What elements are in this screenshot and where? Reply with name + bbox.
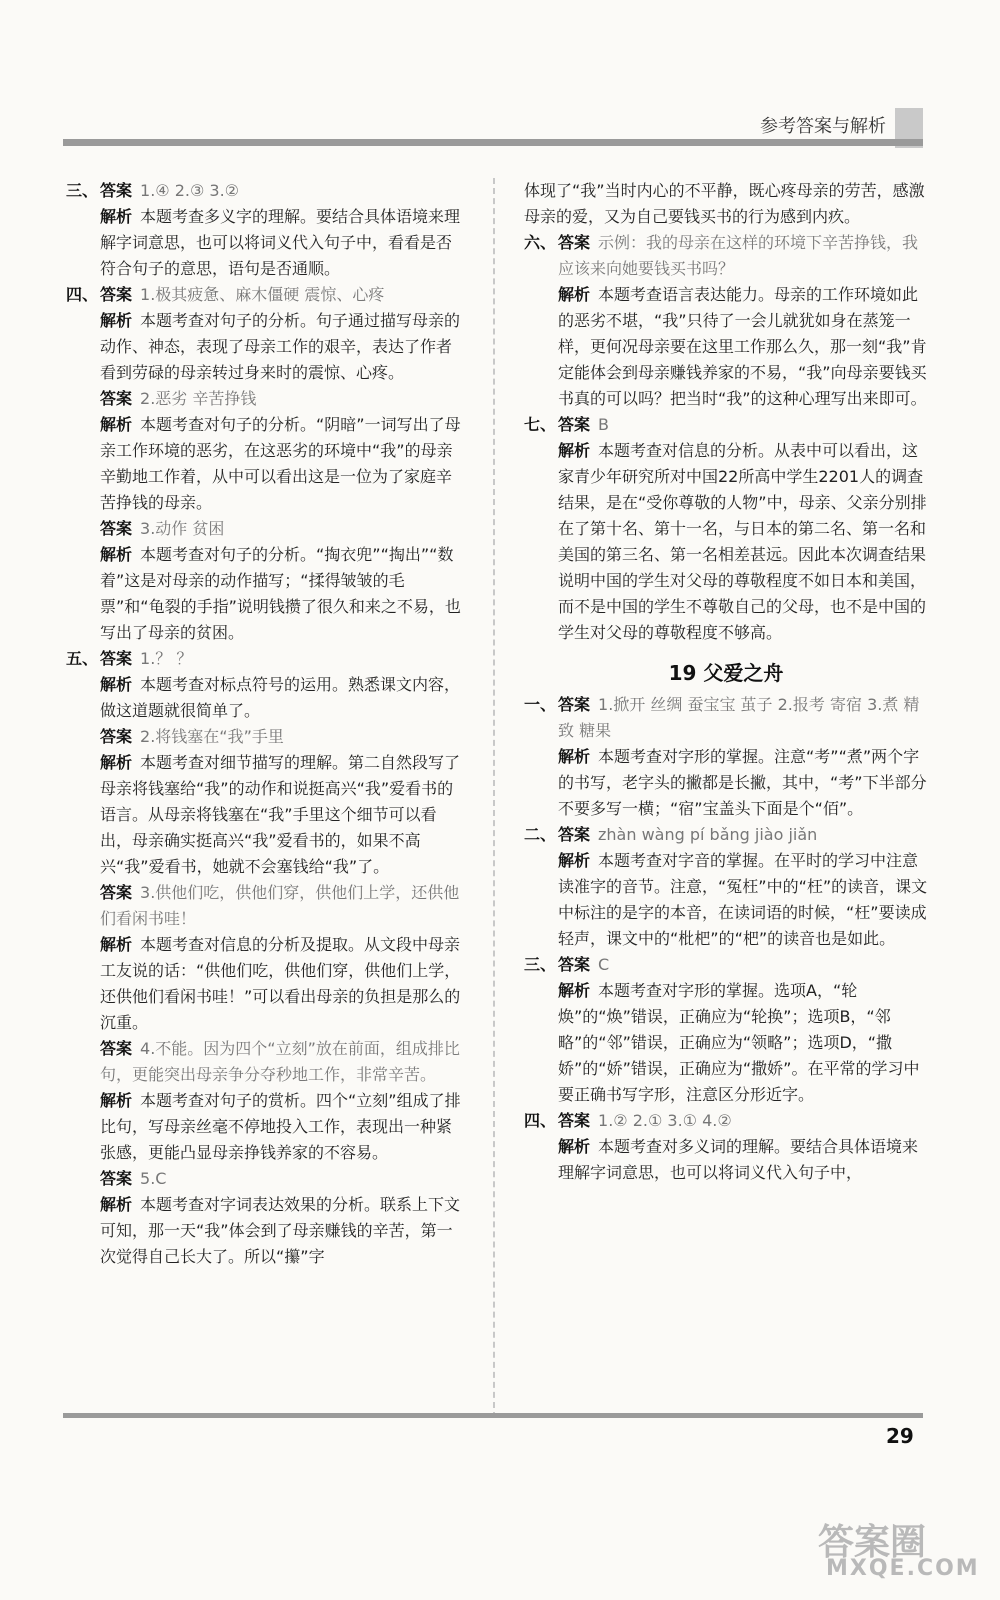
answer-entry bbox=[100, 204, 466, 282]
analysis-text: 本题考查对信息的分析及提取。从文段中母亲工友说的话：“供他们吃，供他们穿，供他们上学，还供他们看闲书哇！”可以看出母亲的负担是那么的沉重。 bbox=[100, 935, 461, 1032]
entry-label: 解析 bbox=[558, 285, 591, 304]
entry-label: 答案 bbox=[100, 1039, 133, 1058]
entry-label: 答案 bbox=[100, 389, 133, 408]
question-number: 四、 bbox=[66, 285, 99, 304]
answer-entry bbox=[100, 308, 466, 386]
answer-text: 1.极其疲惫、麻木僵硬 震惊、心疼 bbox=[140, 285, 385, 304]
answer-text: 2.将钱塞在“我”手里 bbox=[140, 727, 284, 746]
entry-label: 解析 bbox=[100, 1091, 133, 1110]
answer-text: 4.不能。因为四个“立刻”放在前面，组成排比句，更能突出母亲争分夺秒地工作，非常辛苦。 bbox=[100, 1039, 460, 1084]
entry-content bbox=[100, 646, 192, 672]
entry-label: 解析 bbox=[100, 753, 133, 772]
entry-content bbox=[100, 178, 239, 204]
answer-entry bbox=[100, 932, 466, 1036]
analysis-text: 本题考查对细节描写的理解。第二自然段写了母亲将钱塞给“我”的动作和说挺高兴“我”爱看书的语言。从母亲将钱塞在“我”手里这个细节可以看出，母亲确实挺高兴“我”爱看书的，如果不高兴“我”爱看书，她就不会塞钱给“我”了。 bbox=[100, 753, 461, 876]
watermark-logo-text: 答案圈 bbox=[818, 1522, 927, 1563]
entry-label: 解析 bbox=[100, 675, 133, 694]
answer-text: 3.动作 贫困 bbox=[140, 519, 225, 538]
entry-label: 答案 bbox=[100, 649, 133, 668]
analysis-text: 本题考查对字形的掌握。选项A，“轮焕”的“焕”错误，正确应为“轮换”；选项B，“邻略”的“邻”错误，正确应为“领略”；选项D，“撒娇”的“娇”错误，正确应为“撒娇”。在平常的学习中要正确书写字形，注意区分形近字。 bbox=[558, 981, 920, 1104]
entry-label: 答案 bbox=[100, 727, 133, 746]
analysis-text: 本题考查对多义词的理解。要结合具体语境来理解字词意思，也可以将词义代入句子中， bbox=[558, 1137, 919, 1182]
entry-label: 答案 bbox=[558, 415, 591, 434]
entry-label: 解析 bbox=[100, 415, 133, 434]
answer-text: 1.掀开 丝绸 蚕宝宝 茧子 2.报考 寄宿 3.煮 精致 糖果 bbox=[558, 695, 920, 740]
entry-label: 解析 bbox=[558, 441, 591, 460]
right-column-bottom bbox=[524, 692, 928, 1186]
analysis-text: 本题考查对句子的分析。“掏衣兜”“掏出”“数着”这是对母亲的动作描写；“揉得皱皱的毛票”和“龟裂的手指”说明钱攒了很久和来之不易，也写出了母亲的贫困。 bbox=[100, 545, 461, 642]
answer-entry bbox=[100, 880, 466, 932]
watermark-url: MXQE.COM bbox=[826, 1556, 980, 1581]
analysis-text: 本题考查多义字的理解。要结合具体语境来理解字词意思，也可以将词义代入句子中，看看是否符合句子的意思，语句是否通顺。 bbox=[100, 207, 461, 278]
question-number: 五、 bbox=[66, 649, 99, 668]
column-divider bbox=[493, 178, 495, 1418]
answer-entry bbox=[558, 1134, 928, 1186]
header-rule bbox=[63, 139, 923, 146]
entry-label: 解析 bbox=[558, 851, 591, 870]
answer-entry bbox=[524, 952, 928, 978]
entry-label: 答案 bbox=[100, 1169, 133, 1188]
answer-text: 1.④ 2.③ 3.② bbox=[140, 181, 240, 200]
right-column bbox=[524, 178, 928, 1186]
question-number: 一、 bbox=[524, 695, 557, 714]
answer-entry bbox=[558, 744, 928, 822]
entry-content bbox=[558, 822, 817, 848]
analysis-text: 本题考查语言表达能力。母亲的工作环境如此的恶劣不堪，“我”只待了一会儿就犹如身在蒸笼一样，更何况母亲要在这里工作那么久，那一刻“我”肯定能体会到母亲赚钱养家的不易，“我”向母亲要钱买书真的可以吗？把当时“我”的这种心理写出来即可。 bbox=[558, 285, 927, 408]
analysis-text: 本题考查对标点符号的运用。熟悉课文内容，做这道题就很简单了。 bbox=[100, 675, 461, 720]
entry-content bbox=[558, 412, 609, 438]
answer-entry bbox=[558, 978, 928, 1108]
analysis-text: 本题考查对句子的赏析。四个“立刻”组成了排比句，写母亲丝毫不停地投入工作，表现出一种紧张感，更能凸显母亲挣钱养家的不容易。 bbox=[100, 1091, 461, 1162]
answer-text: 5.C bbox=[140, 1169, 167, 1188]
answer-entry bbox=[100, 1088, 466, 1166]
analysis-text: 本题考查对句子的分析。句子通过描写母亲的动作、神态，表现了母亲工作的艰辛，表达了作者看到劳碌的母亲转过身来时的震惊、心疼。 bbox=[100, 311, 461, 382]
answer-entry bbox=[100, 724, 466, 750]
entry-label: 答案 bbox=[558, 1111, 591, 1130]
answer-entry bbox=[66, 178, 466, 204]
left-column bbox=[66, 178, 466, 1270]
answer-entry bbox=[100, 1192, 466, 1270]
answer-entry bbox=[524, 230, 928, 282]
answer-text: 1.② 2.① 3.① 4.② bbox=[598, 1111, 732, 1130]
entry-label: 解析 bbox=[100, 311, 133, 330]
analysis-text: 本题考查对字词表达效果的分析。联系上下文可知，那一天“我”体会到了母亲赚钱的辛苦，第一次觉得自己长大了。所以“攥”字 bbox=[100, 1195, 461, 1266]
entry-label: 解析 bbox=[100, 207, 133, 226]
question-number: 七、 bbox=[524, 415, 557, 434]
question-number: 四、 bbox=[524, 1111, 557, 1130]
answer-entry bbox=[100, 1166, 466, 1192]
answer-entry bbox=[558, 282, 928, 412]
entry-content bbox=[558, 1108, 732, 1134]
analysis-text: 本题考查对句子的分析。“阴暗”一词写出了母亲工作环境的恶劣，在这恶劣的环境中“我”的母亲辛勤地工作着，从中可以看出这是一位为了家庭辛苦挣钱的母亲。 bbox=[100, 415, 461, 512]
entry-label: 解析 bbox=[100, 1195, 133, 1214]
entry-label: 解析 bbox=[558, 981, 591, 1000]
answer-text: B bbox=[598, 415, 609, 434]
question-number: 二、 bbox=[524, 825, 557, 844]
entry-label: 答案 bbox=[558, 955, 591, 974]
entry-label: 答案 bbox=[100, 883, 133, 902]
page-number: 29 bbox=[886, 1424, 914, 1448]
right-column-top bbox=[524, 178, 928, 646]
answer-text: 3.供他们吃，供他们穿，供他们上学，还供他们看闲书哇！ bbox=[100, 883, 460, 928]
answer-text: zhàn wàng pí bǎng jiào jiǎn bbox=[598, 825, 818, 844]
entry-label: 答案 bbox=[100, 519, 133, 538]
answer-entry bbox=[100, 516, 466, 542]
answer-text: C bbox=[598, 955, 610, 974]
footer-rule bbox=[63, 1413, 923, 1418]
entry-label: 答案 bbox=[558, 825, 591, 844]
analysis-text: 本题考查对字音的掌握。在平时的学习中注意读准字的音节。注意，“冤枉”中的“枉”的读音，课文中标注的是字的本音，在读词语的时候，“枉”要读成轻声，课文中的“枇杷”的“杷”的读音也是如此。 bbox=[558, 851, 928, 948]
entry-label: 答案 bbox=[558, 695, 591, 714]
answer-text: 示例：我的母亲在这样的环境下辛苦挣钱，我应该来向她要钱买书吗？ bbox=[558, 233, 919, 278]
question-number: 三、 bbox=[66, 181, 99, 200]
answer-entry bbox=[524, 412, 928, 438]
analysis-text: 本题考查对信息的分析。从表中可以看出，这家青少年研究所对中国22所高中学生2201人的调查结果，是在“受你尊敬的人物”中，母亲、父亲分别排在了第十名、第十一名，与日本的第二名、第一名和美国的第三名、第一名相差甚远。因此本次调查结果说明中国的学生对父母的尊敬程度不如日本和美国，而不是中国的学生不尊敬自己的父母，也不是中国的学生对父母的尊敬程度不够高。 bbox=[558, 441, 927, 642]
entry-label: 解析 bbox=[100, 545, 133, 564]
entry-label: 答案 bbox=[558, 233, 591, 252]
answer-entry bbox=[524, 692, 928, 744]
answer-entry bbox=[100, 672, 466, 724]
entry-label: 解析 bbox=[100, 935, 133, 954]
page-header-title: 参考答案与解析 bbox=[760, 116, 886, 137]
answer-entry bbox=[558, 438, 928, 646]
answer-entry bbox=[100, 1036, 466, 1088]
answer-entry bbox=[100, 542, 466, 646]
answer-entry bbox=[66, 282, 466, 308]
answer-text: 1.？ ？ bbox=[140, 649, 193, 668]
answer-entry bbox=[524, 178, 928, 230]
entry-content bbox=[100, 282, 384, 308]
entry-content bbox=[558, 692, 928, 744]
entry-label: 答案 bbox=[100, 285, 133, 304]
entry-content bbox=[558, 952, 609, 978]
entry-label: 解析 bbox=[558, 747, 591, 766]
answer-entry bbox=[100, 412, 466, 516]
answer-entry bbox=[524, 1108, 928, 1134]
answer-entry bbox=[524, 822, 928, 848]
answer-entry bbox=[66, 646, 466, 672]
question-number: 三、 bbox=[524, 955, 557, 974]
lesson-title: 19 父爱之舟 bbox=[668, 661, 784, 685]
answer-text: 2.恶劣 辛苦挣钱 bbox=[140, 389, 257, 408]
analysis-text: 体现了“我”当时内心的不平静，既心疼母亲的劳苦，感激母亲的爱，又为自己要钱买书的行为感到内疚。 bbox=[524, 181, 925, 226]
answer-entry bbox=[100, 750, 466, 880]
entry-label: 解析 bbox=[558, 1137, 591, 1156]
question-number: 六、 bbox=[524, 233, 557, 252]
entry-content bbox=[558, 230, 928, 282]
analysis-text: 本题考查对字形的掌握。注意“考”“煮”两个字的书写，老字头的撇都是长撇，其中，“考”下半部分不要多写一横；“宿”宝盖头下面是个“佰”。 bbox=[558, 747, 927, 818]
entry-label: 答案 bbox=[100, 181, 133, 200]
answer-entry bbox=[100, 386, 466, 412]
answer-entry bbox=[558, 848, 928, 952]
